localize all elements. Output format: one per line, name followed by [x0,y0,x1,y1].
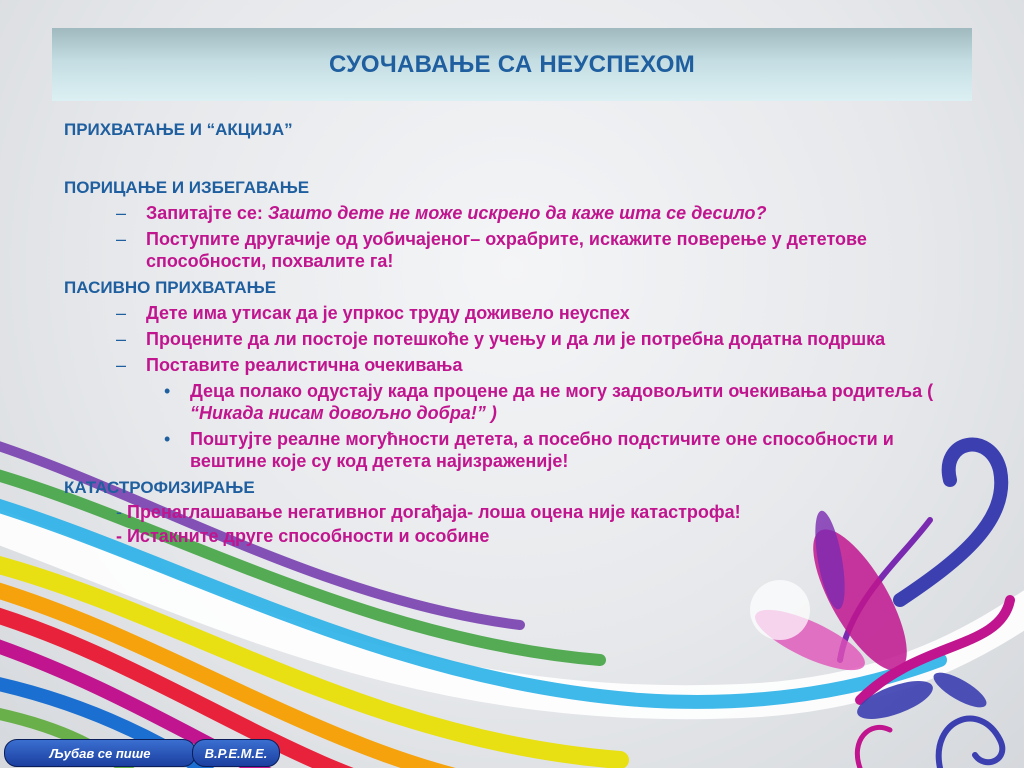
passive-subitem-1 [64,380,964,424]
denial-item-1-prefix: Запитајте се: [146,203,268,223]
dash-marker: - [116,502,127,522]
catastrophizing-item-1 [64,500,964,524]
passive-item-3 [64,354,964,376]
dash-marker: – [116,229,127,249]
catastrophizing-item-1-text: Пренаглашавање негативног догађаја- лоша оцена није катастрофа! [127,502,741,522]
denial-item-2-text: Поступите другачије од уобичајеног– охрабрите, искажите поверење у дететове способности, похвалите га! [146,229,867,271]
title-bar [52,28,972,101]
dash-marker: – [116,203,127,223]
footer-acronym-pill[interactable]: В.Р.Е.М.Е. [192,739,280,767]
dash-marker: – [116,355,127,375]
denial-item-1-question: Зашто дете не може искрено да каже шта се десило? [267,203,767,223]
passive-item-1-text: Дете има утисак да је упркос труду доживело неуспех [146,303,630,323]
passive-subitem-1-quote: “Никада нисам довољно добра!” ) [190,403,497,423]
heading-passive: ПАСИВНО ПРИХВАТАЊЕ [64,278,277,297]
passive-subitem-2-text: Поштујте реалне могућности детета, а посебно подстичите оне способности и вештине које су код детета најизраженије! [190,429,894,471]
dash-marker: – [116,329,127,349]
heading-denial: ПОРИЦАЊЕ И ИЗБЕГАВАЊЕ [64,178,310,197]
slide-title: СУОЧАВАЊЕ СА НЕУСПЕХОМ [328,50,696,78]
catastrophizing-item-2: - Истакните друге способности и особине [116,526,490,546]
bullet-marker: • [164,429,171,449]
passive-subitem-1-text: Деца полако одустају када процене да не могу задовољити очекивања родитеља ( [190,381,934,401]
passive-item-1 [64,302,964,324]
bullet-marker: • [164,381,171,401]
passive-item-3-text: Поставите реалистична очекивања [146,355,463,375]
slide-content [64,118,964,548]
passive-item-2 [64,328,964,350]
passive-subitem-2 [64,428,964,472]
denial-item-1 [64,202,964,224]
passive-item-2-text: Процените да ли постоје потешкоће у учењу и да ли је потребна додатна подршка [146,329,886,349]
heading-catastrophizing: КАТАСТРОФИЗИРАЊЕ [64,478,255,497]
dash-marker: – [116,303,127,323]
heading-acceptance-action: ПРИХВАТАЊЕ И “АКЦИЈА” [64,120,293,139]
denial-item-2 [64,228,964,272]
footer-title-pill[interactable]: Љубав се пише [4,739,196,767]
